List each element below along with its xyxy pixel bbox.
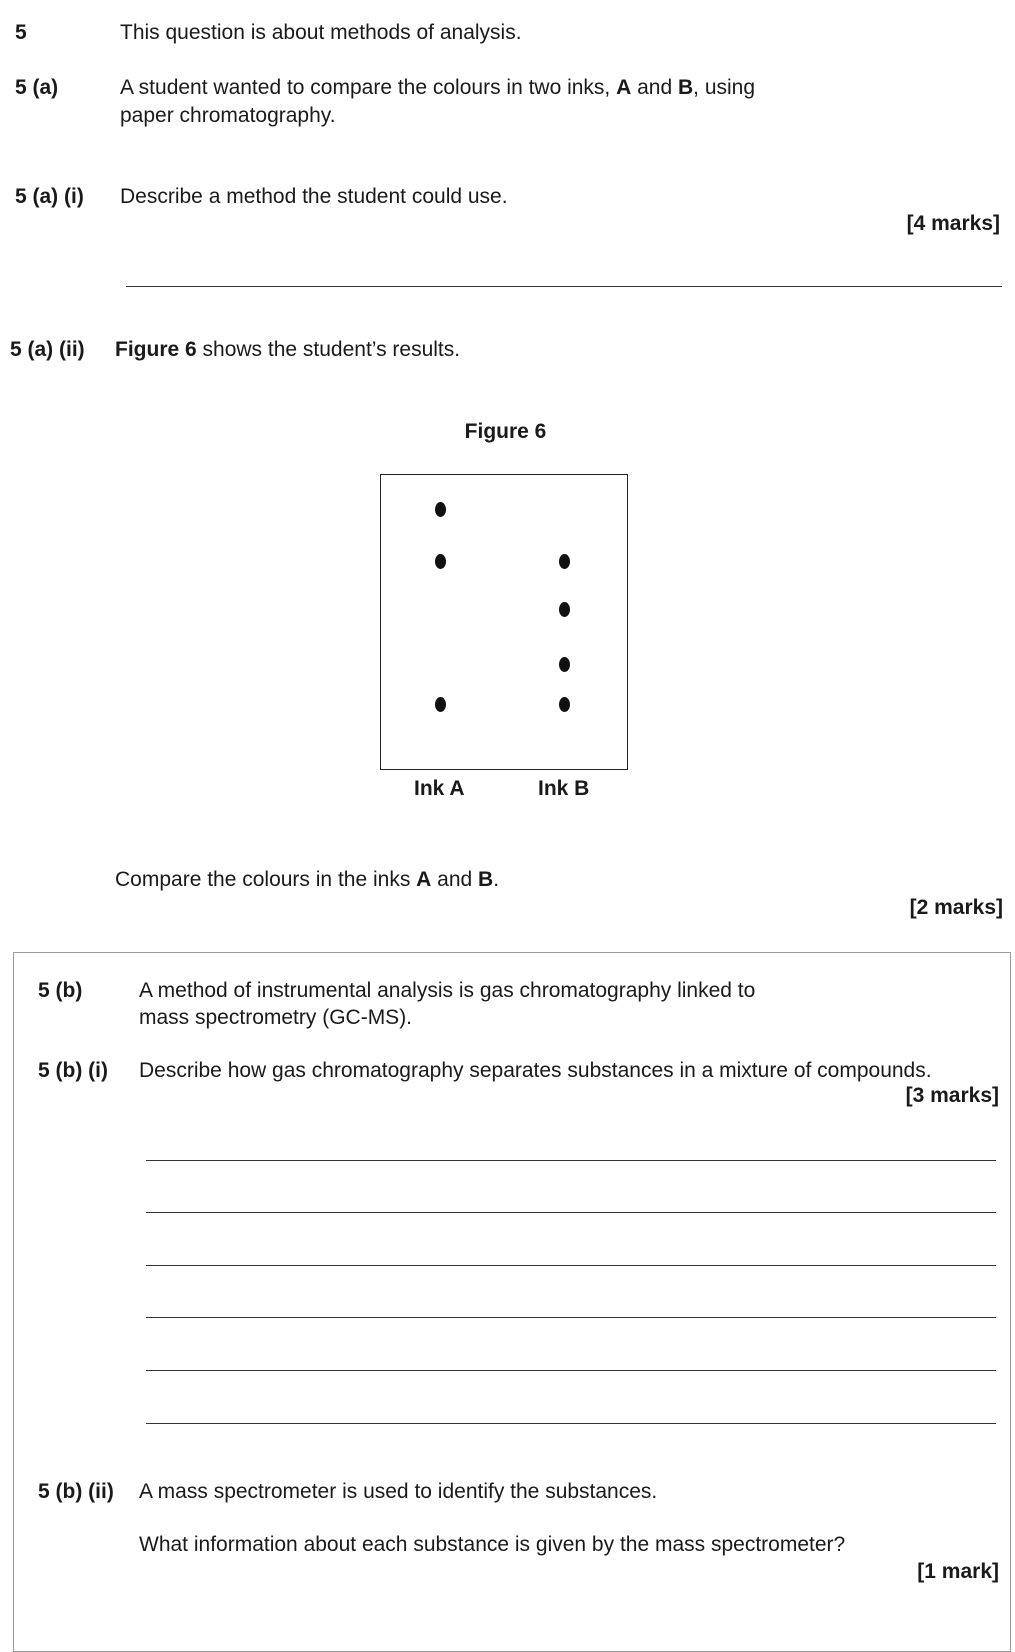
ink-a-spot [435,502,446,517]
answer-line[interactable] [146,1212,996,1213]
question-5aii-text [115,337,460,363]
ink-b-spot [559,697,570,712]
figure-title-text: Figure 6 [464,420,547,443]
ink-b-spot [559,602,570,617]
ink-a-label: Ink A [414,777,465,800]
question-5bii-question: What information about each substance is given by the mass spectrometer? [139,1533,846,1556]
question-number-5ai: 5 (a) (i) [15,185,84,208]
answer-line[interactable] [146,1370,996,1371]
figure-title [0,419,1015,445]
ink-b-spot [559,554,570,569]
question-5a-text [120,75,755,101]
question-5b-text-line2: mass spectrometry (GC-MS). [139,1006,413,1029]
compare-text-part: . [493,868,500,891]
answer-line[interactable] [146,1423,996,1424]
ink-a-ref: A [416,868,432,891]
chromatogram-paper [380,474,628,770]
question-5b-text-line1: A method of instrumental analysis is gas chromatography linked to [139,979,756,1002]
marks-5aii: [2 marks] [909,896,1003,919]
question-5a-text-part: A student wanted to compare the colours in two inks, [120,76,617,99]
question-number-5bii: 5 (b) (ii) [38,1480,114,1503]
answer-line[interactable] [146,1160,996,1161]
question-number-5a: 5 (a) [15,76,59,99]
marks-5bii: [1 mark] [917,1560,999,1583]
question-number-5aii: 5 (a) (ii) [10,338,85,361]
question-number-5bi: 5 (b) (i) [38,1059,108,1082]
ink-a-spot [435,697,446,712]
ink-b-spot [559,657,570,672]
question-5aii-text-part: shows the student’s results. [196,338,461,361]
compare-text-part: and [431,868,479,891]
ink-b-ref: B [678,76,694,99]
question-5-intro: This question is about methods of analysis. [120,21,522,44]
ink-b-label: Ink B [538,777,590,800]
answer-line[interactable] [146,1317,996,1318]
question-5a-text-part: and [631,76,678,99]
compare-text-part: Compare the colours in the inks [115,868,417,891]
ink-b-ref: B [478,868,494,891]
question-5a-text-line2: paper chromatography. [120,104,336,127]
marks-5ai: [4 marks] [906,212,1000,235]
question-number-5b: 5 (b) [38,979,83,1002]
question-5a-text-part: , using [693,76,756,99]
question-5bi-text: Describe how gas chromatography separates substances in a mixture of compounds. [139,1059,932,1082]
question-5bii-text: A mass spectrometer is used to identify the substances. [139,1480,658,1503]
question-number-5: 5 [15,21,27,44]
compare-instruction [115,867,499,893]
ink-a-ref: A [616,76,632,99]
answer-line[interactable] [126,286,1002,287]
marks-5bi: [3 marks] [905,1084,999,1107]
answer-line[interactable] [146,1265,996,1266]
question-5ai-text: Describe a method the student could use. [120,185,508,208]
ink-a-spot [435,554,446,569]
figure-ref: Figure 6 [115,338,197,361]
